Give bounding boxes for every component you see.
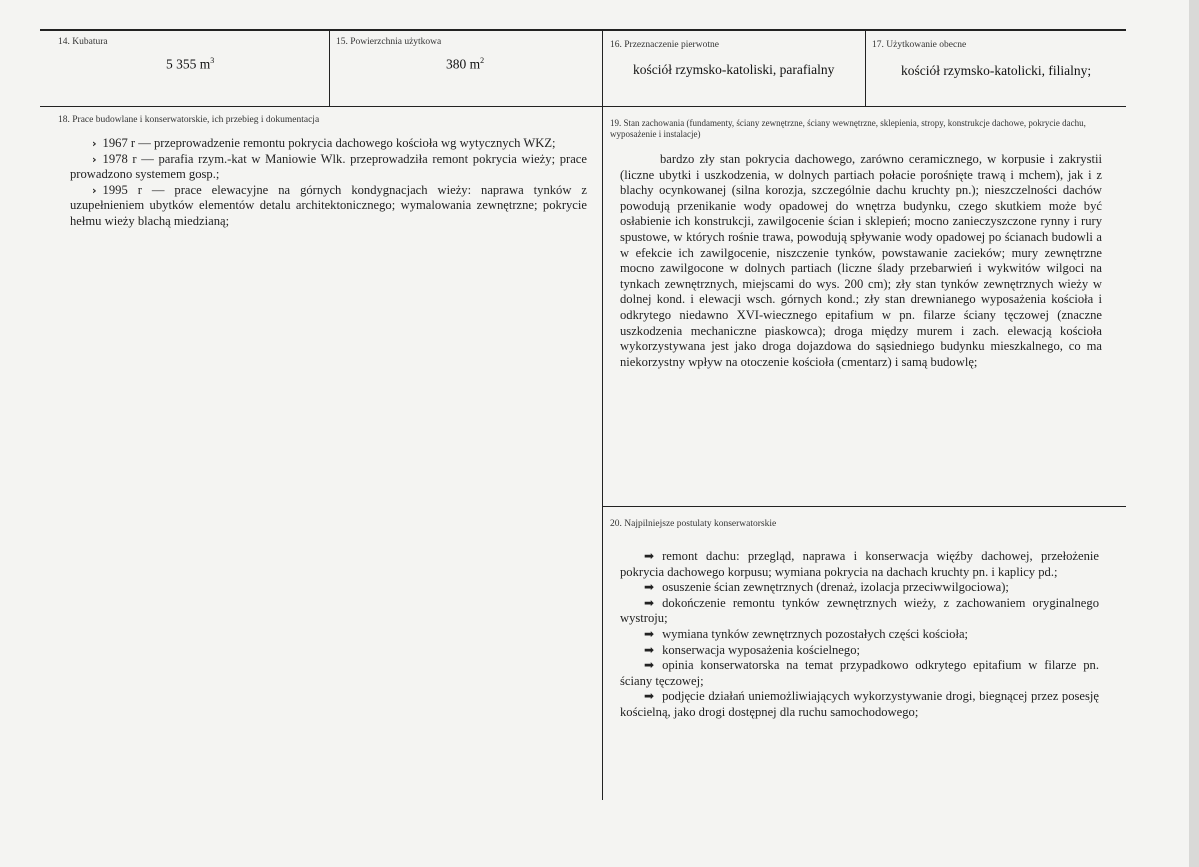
arrow-right-icon: ➡ — [644, 689, 655, 704]
prace-list — [70, 136, 587, 230]
postulaty-list — [620, 549, 1099, 721]
prace-label: 18. Prace budowlane i konserwatorskie, ich przebieg i dokumentacja — [58, 115, 320, 125]
postulat-item: ➡ opinia konserwatorska na temat przypadkowo odkrytego epitafium w filarze pn. ściany tęczowej; — [620, 658, 1099, 688]
postulat-item: ➡ konserwacja wyposażenia kościelnego; — [644, 642, 860, 657]
top-border — [40, 29, 1126, 31]
stan-text: bardzo zły stan pokrycia dachowego, zarówno ceramicznego, w korpusie i zakrystii (liczne ubytki i uszkodzenia, w dolnych partiach połacie porośnięte trawą i mchem), jak i z blachy ocynkowanej (silna korozja, szczególnie dachu kruchty pn.); nieszczelności dachów powodują przenikanie wody opadowej do wnętrza budynku, czego skutkiem może być osłabienie ich konstrukcji, zawilgocenie ścian i sklepień; mocno zanieczyszczone rynny i rury spustowe, w których rośnie trawa, powodują spływanie wody opadowej po ścianach budowli a w efekcie ich zawilgocenie, niszczenie tynków, powstawanie zacieków; mury zewnętrzne mocno zawilgocone w dolnych partiach (liczne ślady przebarwień i wykwitów wilgoci na tynkach zewnętrznych, miejscami do wys. 200 cm); zły stan tynków zewnętrznych wieży w dolnej kond. i elewacji wsch. górnych kond.; zły stan drewnianego wyposażenia kościoła i odkrytego niedawno XVI-wiecznego epitafium w pn. filarze ściany tęczowej (znaczne uszkodzenia mechaniczne piaskowca); droga między murem i zach. elewacją kościoła wykorzystywana jest jako droga dojazdowa do sąsiedniego budynku mieszkalnego, co ma niekorzystny wpływ na otoczenie kościoła (cmentarz) i samą budowlę; — [620, 152, 1102, 369]
postulat-item: ➡ remont dachu: przegląd, naprawa i konserwacja więźby dachowej, przełożenie pokrycia dachowego korpusu; wymiana pokrycia na dachach kruchty pn. i kaplicy pd.; — [620, 549, 1099, 579]
postulat-item: ➡ osuszenie ścian zewnętrznych (drenaż, izolacja przeciwwilgociowa); — [644, 580, 1009, 595]
powierzchnia-value: 380 $m^2$ — [446, 56, 485, 72]
col-divider-3 — [865, 30, 866, 107]
row-divider — [40, 106, 1126, 107]
arrow-right-icon: ➡ — [644, 549, 655, 563]
prace-item: › 1967 r — przeprowadzenie remontu pokrycia dachowego kościoła wg wytycznych WKZ; — [92, 136, 556, 150]
chevron-right-icon: › — [92, 137, 97, 150]
arrow-right-icon: ➡ — [644, 595, 655, 610]
right-divider-lower — [602, 506, 1126, 507]
postulat-item: ➡ dokończenie remontu tynków zewnętrznych wieży, z zachowaniem oryginalnego wystroju; — [620, 595, 1099, 626]
prace-item: › 1995 r — prace elewacyjne na górnych kondygnacjach wieży: naprawa tynków z uzupełnieniem ubytków elementów detalu architektonicznego; wymalowania zewnętrzne; pokrycie hełmu wieży blachą miedzianą; — [70, 182, 587, 228]
uzytkowanie-value: kościół rzymsko-katolicki, filialny; — [901, 63, 1092, 78]
kubatura-label: 14. Kubatura — [58, 37, 108, 47]
postulaty-label: 20. Najpilniejsze postulaty konserwatorskie — [610, 519, 777, 529]
stan-label: 19. Stan zachowania (fundamenty, ściany zewnętrzne, ściany wewnętrzne, sklepienia, stropy, konstrukcje dachowe, pokrycie dachu, wyposażenie i instalacje) — [610, 118, 1086, 139]
page-edge — [1189, 0, 1199, 867]
uzytkowanie-label: 17. Użytkowanie obecne — [872, 40, 967, 50]
chevron-right-icon: › — [92, 152, 97, 166]
col-divider-1 — [329, 30, 330, 107]
postulat-item: ➡ podjęcie działań uniemożliwiających wykorzystywanie drogi, biegnącej przez posesję kościelną, jako drogi dostępnej dla ruchu samochodowego; — [620, 689, 1099, 719]
powierzchnia-label: 15. Powierzchnia użytkowa — [336, 37, 442, 47]
arrow-right-icon: ➡ — [644, 642, 655, 657]
arrow-right-icon: ➡ — [644, 580, 655, 595]
arrow-right-icon: ➡ — [644, 658, 655, 673]
przeznaczenie-label: 16. Przeznaczenie pierwotne — [610, 40, 719, 50]
chevron-right-icon: › — [92, 183, 97, 197]
kubatura-value: 5 355 $m^3$ — [166, 56, 215, 72]
arrow-right-icon: ➡ — [644, 626, 655, 641]
prace-item: › 1978 r — parafia rzym.-kat w Maniowie Wlk. przeprowadziła remont pokrycia wieży; prace prowadzono systemem gosp.; — [70, 151, 587, 182]
postulat-item: ➡ wymiana tynków zewnętrznych pozostałych części kościoła; — [644, 626, 969, 641]
col-divider-middle — [602, 30, 603, 800]
przeznaczenie-value: kościół rzymsko-katoliski, parafialny — [633, 62, 835, 77]
